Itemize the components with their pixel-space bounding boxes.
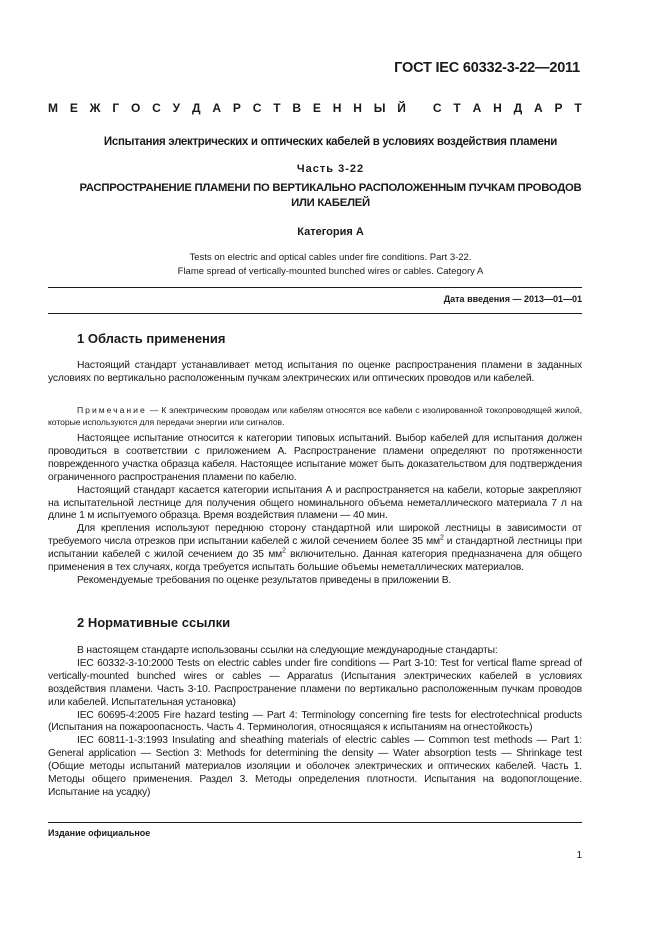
interstate-letter: Ы [373,101,386,115]
note-text: — К электрическим проводам или кабелям относятся все кабели с изолированной токопроводящей жилой, которые используются для передачи энергии или сигналов. [48,405,582,427]
section-1-note [48,404,582,428]
interstate-letter: Т [574,101,582,115]
interstate-letter: Г [112,101,120,115]
interstate-letter: Е [312,101,321,115]
section-1-paragraph-4: Для крепления используют переднюю сторону стандартной или широкой лестницы в зависимости от требуемого числа отрезков при испытании кабелей с жилой сечением более 35 $мм^2$ и стандартной лестницы при испытании кабелей с жилой сечением до 35 $мм^2$ включительно. Данная категория предназначена для общего применения в тех случаях, когда требуется испытать большие объемы неметаллических материалов. [48,523,582,574]
english-title-line-2: Flame spread of vertically-mounted bunched wires or cables. Category A [177,266,484,277]
section-2-intro: В настоящем стандарте использованы ссылки на следующие международные стандарты: [77,645,498,656]
subtitle-line-2: ИЛИ КАБЕЛЕЙ [291,197,370,209]
part-number: Часть 3-22 [296,163,365,175]
section-1-body [48,433,582,588]
interstate-letter [418,101,421,115]
interstate-letter: С [432,101,442,115]
section-1-paragraph-3: Настоящий стандарт касается категории испытания А и распространяется на кабели, которые закрепляют на испытательной лестнице для получения общего номинального объема неметаллического материала 7 л на длине 1 м испытуемого образца. Время воздействия пламени — 40 мин. [48,484,582,522]
interstate-letter: А [212,101,222,115]
interstate-letter: Т [453,101,461,115]
reference-3: IEC 60811-1-3:1993 Insulating and sheathing materials of electric cables — Common test methods — Part 1: General application — Section 3: Methods for determining the density — Water absorption tests — Shrinkage test (Общие методы испытаний материалов изоляции и оболочек электрических и оптических кабелей. Часть 1. Методы общего применения. Раздел 3. Методы определения плотности. Испытания на водопоглощение. Испытание на усадку) [48,735,582,798]
interstate-letter: Т [273,101,281,115]
section-2-body [48,645,582,800]
official-edition-label: Издание официальное [48,828,151,838]
document-title: Испытания электрических и оптических кабелей в условиях воздействия пламени [103,136,558,148]
page-number: 1 [576,850,582,861]
english-title-line-1: Tests on electric and optical cables under fire conditions. Part 3-22. [189,252,472,263]
category-label: Категория А [297,226,364,238]
interstate-letter: Д [513,101,523,115]
reference-1: IEC 60332-3-10:2000 Tests on electric cables under fire conditions — Part 3-10: Test for vertical flame spread of vertically-mounted bunched wires or cables — Apparatus (Испытания электрических кабелей в условиях воздействия пламени. Часть 3-10. Распространение пламени по вертикально расположенным пучкам проводов или кабелей. Испытательная установка) [48,657,582,708]
interstate-letter: У [172,101,181,115]
divider-footer [48,822,582,823]
interstate-letter: М [48,101,58,115]
interstate-standard-heading [48,101,582,115]
interstate-letter: Н [493,101,502,115]
divider-date [48,313,582,314]
interstate-letter: Й [397,101,406,115]
interstate-letter: Д [191,101,201,115]
interstate-letter: А [533,101,543,115]
note-label: Примечание [77,405,147,415]
section-1-paragraph-2: Настоящее испытание относится к категории типовых испытаний. Выбор кабелей для испытания должен проводиться в соответствии с приложением А. Распространение пламени определяют по протяженности поврежденного участка образца кабеля. Настоящее испытание может быть доказательством для подтверждения ограниченного распространения пламени по кабелю. [48,433,582,483]
standard-code: ГОСТ IEC 60332-3-22—2011 [394,60,580,76]
reference-2: IEC 60695-4:2005 Fire hazard testing — Part 4: Terminology concerning fire tests for electrotechnical products (Испытания на пожароопасность. Часть 4. Терминология, относящаяся к испытаниям на огнестойкость) [48,709,582,734]
interstate-letter: Ж [89,101,101,115]
section-2-heading: 2 Нормативные ссылки [77,615,231,630]
interstate-letter: С [152,101,161,115]
interstate-letter: Р [232,101,241,115]
interstate-letter: А [472,101,482,115]
interstate-letter: Н [332,101,342,115]
section-1-paragraph-5: Рекомендуемые требования по оценке результатов приведены в приложении В. [77,574,452,586]
subtitle-line-1: РАСПРОСТРАНЕНИЕ ПЛАМЕНИ ПО ВЕРТИКАЛЬНО РАСПОЛОЖЕННЫМ ПУЧКАМ ПРОВОДОВ [79,182,582,194]
english-title [48,251,613,279]
document-subtitle [48,181,613,211]
interstate-letter: Н [353,101,362,115]
interstate-letter: О [131,101,141,115]
interstate-letter: С [252,101,262,115]
interstate-letter: Е [69,101,78,115]
interstate-letter: Р [554,101,563,115]
introduction-date: Дата введения — 2013—01—01 [443,294,582,304]
interstate-letter: В [292,101,302,115]
section-1-paragraph-1: Настоящий стандарт устанавливает метод испытания по оценке распространения пламени в заданных условиях по вертикально расположенным пучкам электрических или оптических проводов или кабелей. [48,360,582,384]
divider-top [48,287,582,288]
section-1-heading: 1 Область применения [77,331,226,346]
